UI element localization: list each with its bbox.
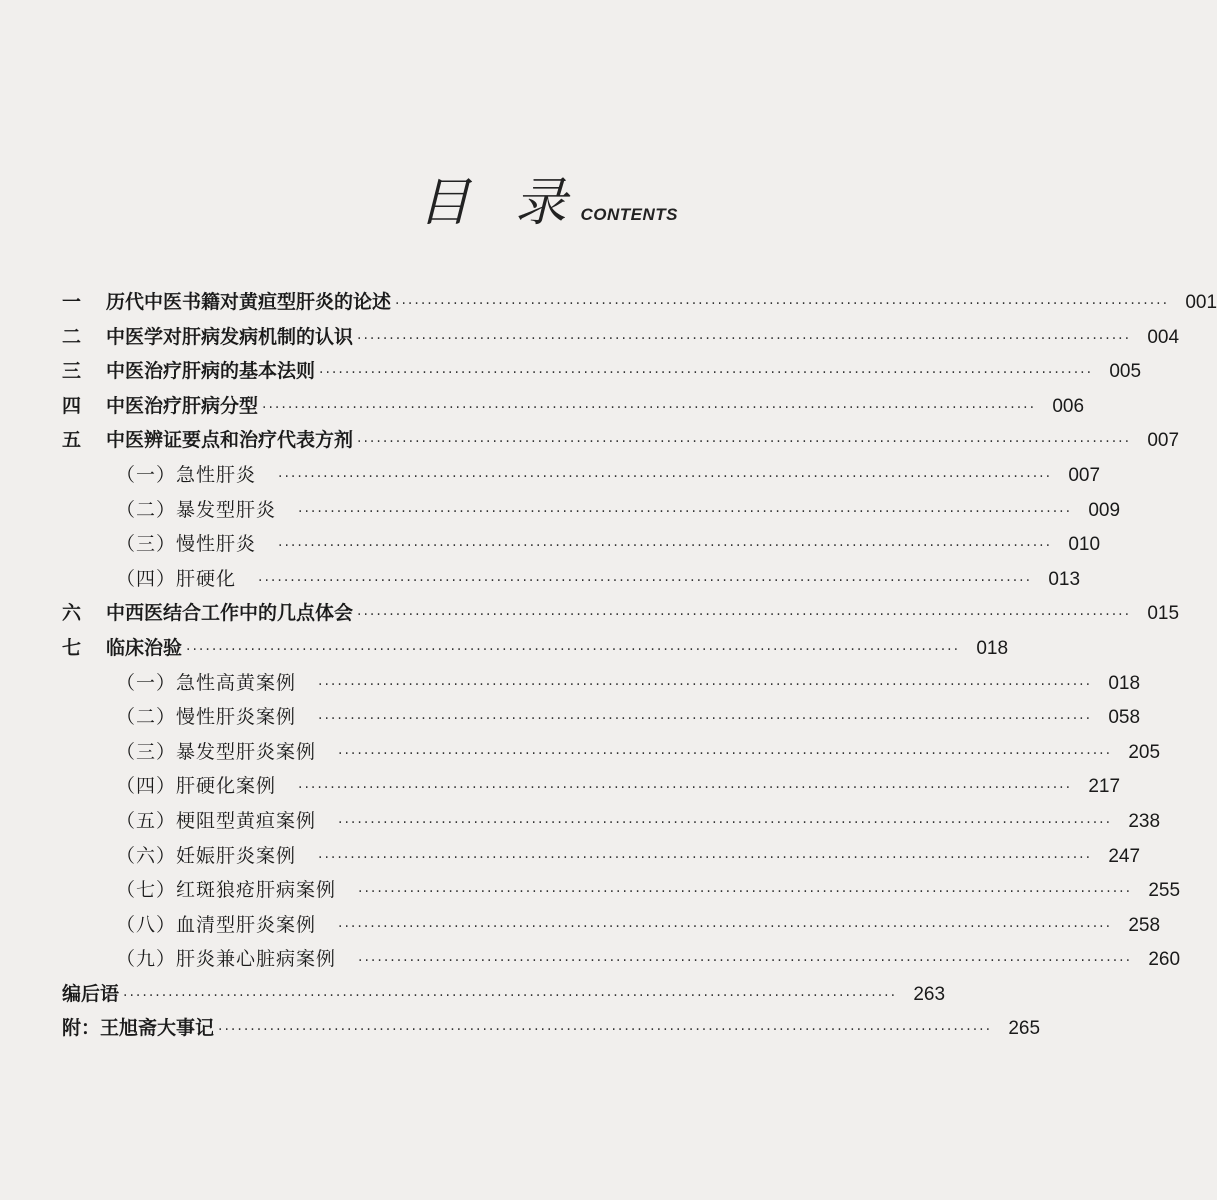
- dot-leader: ························································································································: [318, 711, 1093, 728]
- toc-entry-8[interactable]: [62, 527, 1101, 562]
- chapter-number: 五: [62, 429, 82, 452]
- chapter-number: 三: [62, 360, 82, 383]
- title-english: CONTENTS: [580, 205, 678, 224]
- table-of-contents: [62, 285, 1217, 1046]
- toc-entry-12[interactable]: [62, 666, 1141, 701]
- entry-title: （三）慢性肝炎: [116, 533, 257, 556]
- toc-entry-2[interactable]: [62, 320, 1180, 355]
- dot-leader: ························································································································: [357, 607, 1132, 624]
- page-number: 018: [1108, 672, 1141, 694]
- toc-entry-16[interactable]: [62, 804, 1161, 839]
- toc-entry-7[interactable]: [62, 493, 1121, 528]
- entry-title: 中医辨证要点和治疗代表方剂: [106, 429, 354, 452]
- dot-leader: ························································································································: [318, 676, 1093, 693]
- chapter-number: 六: [62, 602, 82, 625]
- toc-entry-19[interactable]: [62, 908, 1161, 943]
- toc-entry-17[interactable]: [62, 839, 1141, 874]
- page-number: 263: [913, 983, 946, 1005]
- dot-leader: ························································································································: [298, 503, 1073, 520]
- page-number: 007: [1068, 464, 1101, 486]
- toc-entry-4[interactable]: [62, 389, 1085, 424]
- chapter-number: 七: [62, 636, 82, 659]
- page-number: 265: [1008, 1018, 1041, 1040]
- page-number: 247: [1108, 845, 1141, 867]
- page-number: 010: [1068, 534, 1101, 556]
- entry-title: （二）慢性肝炎案例: [116, 706, 297, 729]
- dot-leader: ························································································································: [357, 330, 1132, 347]
- page-number: 255: [1148, 880, 1181, 902]
- toc-entry-6[interactable]: [62, 458, 1101, 493]
- toc-entry-5[interactable]: [62, 423, 1180, 458]
- chapter-number: 二: [62, 325, 82, 348]
- toc-entry-10[interactable]: [62, 596, 1180, 631]
- page-number: 205: [1128, 741, 1161, 763]
- page-number: 005: [1109, 361, 1142, 383]
- dot-leader: ························································································································: [358, 953, 1133, 970]
- dot-leader: ························································································································: [278, 468, 1053, 485]
- dot-leader: ························································································································: [358, 884, 1133, 901]
- page-number: 004: [1147, 326, 1180, 348]
- dot-leader: ························································································································: [395, 296, 1170, 312]
- toc-entry-21[interactable]: [62, 977, 946, 1012]
- chapter-number: 四: [62, 394, 82, 417]
- chapter-number: 一: [62, 291, 82, 313]
- page-number: 258: [1128, 914, 1161, 936]
- toc-entry-18[interactable]: [62, 873, 1181, 908]
- entry-title: （二）暴发型肝炎: [116, 498, 277, 521]
- dot-leader: ························································································································: [338, 745, 1113, 762]
- page-number: 001: [1185, 292, 1217, 313]
- toc-entry-14[interactable]: [62, 735, 1161, 770]
- page-number: 013: [1048, 568, 1081, 590]
- page-number: 217: [1088, 776, 1121, 798]
- entry-title: （六）妊娠肝炎案例: [116, 844, 297, 867]
- page-number: 006: [1052, 395, 1085, 417]
- dot-leader: ························································································································: [123, 987, 898, 1004]
- entry-title: 中医治疗肝病的基本法则: [106, 360, 316, 383]
- entry-title: 中医治疗肝病分型: [106, 394, 259, 417]
- contents-heading: [60, 160, 678, 235]
- entry-title: 附：王旭斋大事记: [62, 1017, 215, 1040]
- toc-entry-22[interactable]: [62, 1011, 1041, 1046]
- page-number: 058: [1108, 707, 1141, 729]
- dot-leader: ························································································································: [357, 434, 1132, 451]
- title-chinese: 目 录: [417, 173, 581, 233]
- page-number: 015: [1147, 603, 1180, 625]
- page-number: 260: [1148, 949, 1181, 971]
- dot-leader: ························································································································: [338, 918, 1113, 935]
- dot-leader: ························································································································: [338, 814, 1113, 831]
- page-number: 238: [1128, 810, 1161, 832]
- entry-title: （七）红斑狼疮肝病案例: [116, 879, 337, 902]
- entry-title: （一）急性肝炎: [116, 463, 257, 486]
- entry-title: （五）梗阻型黄疸案例: [116, 809, 317, 832]
- toc-entry-15[interactable]: [62, 769, 1121, 804]
- page-number: 018: [976, 637, 1009, 659]
- toc-entry-11[interactable]: [62, 631, 1009, 666]
- dot-leader: ························································································································: [319, 365, 1094, 382]
- toc-entry-1[interactable]: [62, 285, 1217, 320]
- entry-title: 历代中医书籍对黄疸型肝炎的论述: [106, 291, 392, 313]
- entry-title: 中医学对肝病发病机制的认识: [106, 325, 354, 348]
- toc-entry-3[interactable]: [62, 354, 1142, 389]
- dot-leader: ························································································································: [318, 849, 1093, 866]
- page-number: 007: [1147, 430, 1180, 452]
- dot-leader: ························································································································: [278, 538, 1053, 555]
- page-number: 009: [1088, 499, 1121, 521]
- entry-title: 编后语: [62, 982, 120, 1005]
- dot-leader: ························································································································: [218, 1022, 993, 1039]
- dot-leader: ························································································································: [298, 780, 1073, 797]
- entry-title: （四）肝硬化: [116, 567, 237, 590]
- entry-title: 中西医结合工作中的几点体会: [106, 602, 354, 625]
- dot-leader: ························································································································: [258, 572, 1033, 589]
- entry-title: （三）暴发型肝炎案例: [116, 740, 317, 763]
- entry-title: （九）肝炎兼心脏病案例: [116, 948, 337, 971]
- entry-title: （八）血清型肝炎案例: [116, 913, 317, 936]
- entry-title: （一）急性高黄案例: [116, 671, 297, 694]
- toc-entry-13[interactable]: [62, 700, 1141, 735]
- toc-entry-20[interactable]: [62, 942, 1181, 977]
- entry-title: 临床治验: [106, 636, 183, 659]
- dot-leader: ························································································································: [262, 399, 1037, 416]
- dot-leader: ························································································································: [186, 641, 961, 658]
- toc-entry-9[interactable]: [62, 562, 1081, 597]
- entry-title: （四）肝硬化案例: [116, 775, 277, 798]
